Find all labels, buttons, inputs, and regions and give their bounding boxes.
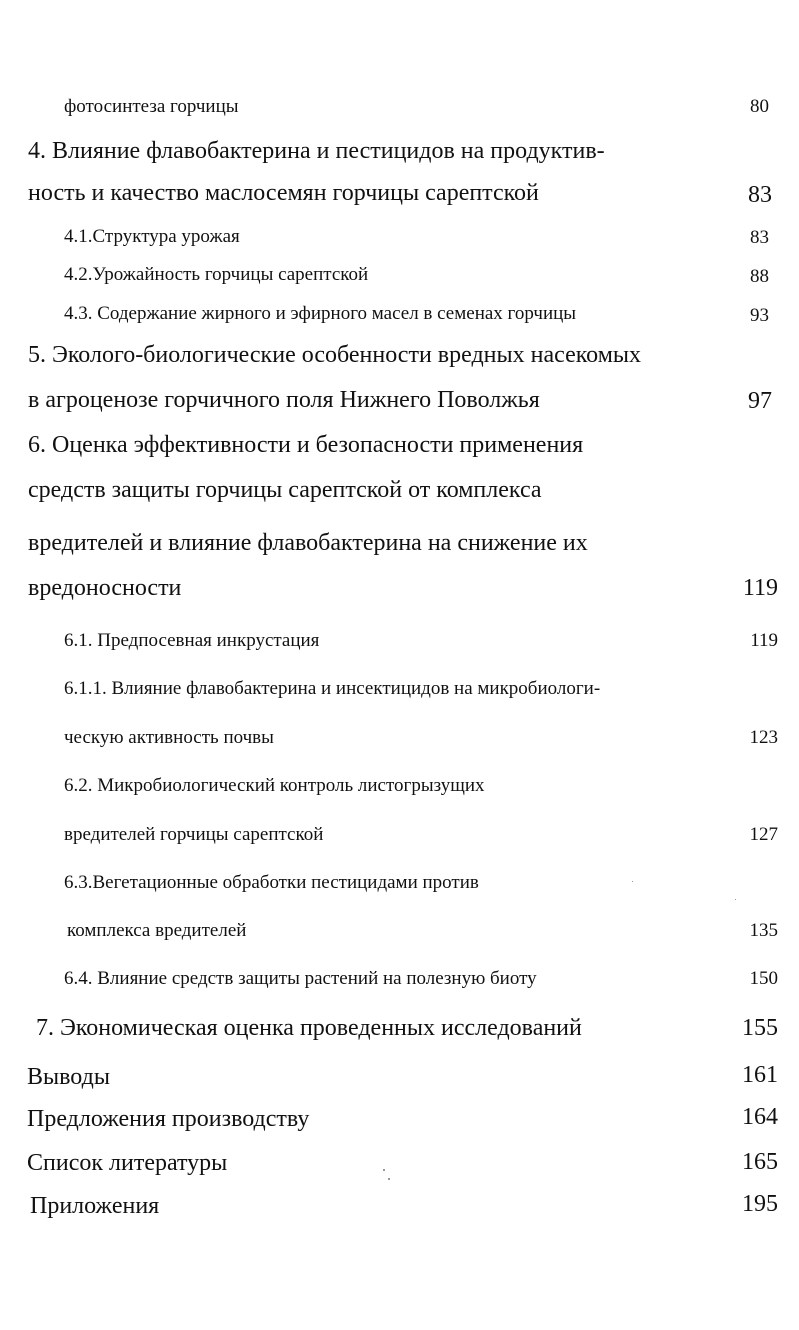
toc-entry-text: 4.1.Структура урожая [64, 226, 240, 247]
toc-entry-text: 7. Экономическая оценка проведенных исследований [36, 1015, 582, 1041]
toc-entry-page: 119 [742, 575, 778, 601]
toc-entry-text: 5. Эколого-биологические особенности вредных насекомых [28, 342, 642, 368]
toc-entry-page: 80 [750, 96, 769, 117]
scan-speck [388, 1178, 390, 1180]
toc-entry-page: 97 [748, 388, 772, 414]
toc-entry-text: ческую активность почвы [64, 727, 274, 748]
toc-entry-page: 155 [742, 1015, 778, 1041]
toc-entry-page: 127 [749, 824, 778, 845]
toc-entry-text: вредоносности [28, 575, 182, 601]
toc-entry-text: 6.1.1. Влияние флавобактерина и инсектицидов на микробиологи- [64, 678, 601, 699]
toc-entry-page: 83 [750, 227, 769, 248]
toc-entry-page: 164 [742, 1104, 778, 1130]
toc-entry-text: 6. Оценка эффективности и безопасности применения [28, 432, 584, 458]
toc-entry-text: Список литературы [27, 1150, 228, 1176]
toc-entry-page: 123 [749, 727, 778, 748]
toc-entry-page: 161 [742, 1062, 778, 1088]
toc-entry-page: 93 [750, 305, 769, 326]
scan-speck [632, 881, 633, 882]
toc-entry-text: 6.2. Микробиологический контроль листогрызущих [64, 775, 485, 796]
toc-entry-page: 150 [749, 968, 778, 989]
toc-entry-text: ность и качество маслосемян горчицы сарептской [28, 180, 539, 206]
toc-entry-text: фотосинтеза горчицы [64, 96, 239, 117]
toc-entry-text: 4. Влияние флавобактерина и пестицидов на продуктив- [28, 138, 605, 164]
scan-speck [735, 899, 736, 900]
toc-entry-text: в агроценозе горчичного поля Нижнего Поволжья [28, 387, 540, 413]
toc-entry-page: 195 [742, 1191, 778, 1217]
toc-entry-page: 119 [750, 630, 778, 651]
toc-entry-text: Предложения производству [27, 1106, 310, 1132]
toc-entry-text: Приложения [30, 1193, 160, 1219]
toc-entry-text: 4.3. Содержание жирного и эфирного масел в семенах горчицы [64, 303, 577, 324]
toc-entry-text: 4.2.Урожайность горчицы сарептской [64, 264, 369, 285]
toc-entry-page: 165 [742, 1149, 778, 1175]
toc-entry-text: 6.4. Влияние средств защиты растений на полезную биоту [64, 968, 537, 989]
toc-entry-text: вредителей горчицы сарептской [64, 824, 324, 845]
toc-entry-text: средств защиты горчицы сарептской от комплекса [28, 477, 542, 503]
toc-entry-text: 6.1. Предпосевная инкрустация [64, 630, 320, 651]
toc-entry-text: Выводы [27, 1064, 110, 1090]
toc-entry-page: 88 [750, 266, 769, 287]
toc-entry-page: 135 [749, 920, 778, 941]
toc-entry-text: комплекса вредителей [67, 920, 247, 941]
toc-entry-text: 6.3.Вегетационные обработки пестицидами против [64, 872, 479, 893]
scan-speck [383, 1169, 385, 1171]
toc-entry-text: вредителей и влияние флавобактерина на снижение их [28, 530, 588, 556]
toc-entry-page: 83 [748, 182, 772, 208]
